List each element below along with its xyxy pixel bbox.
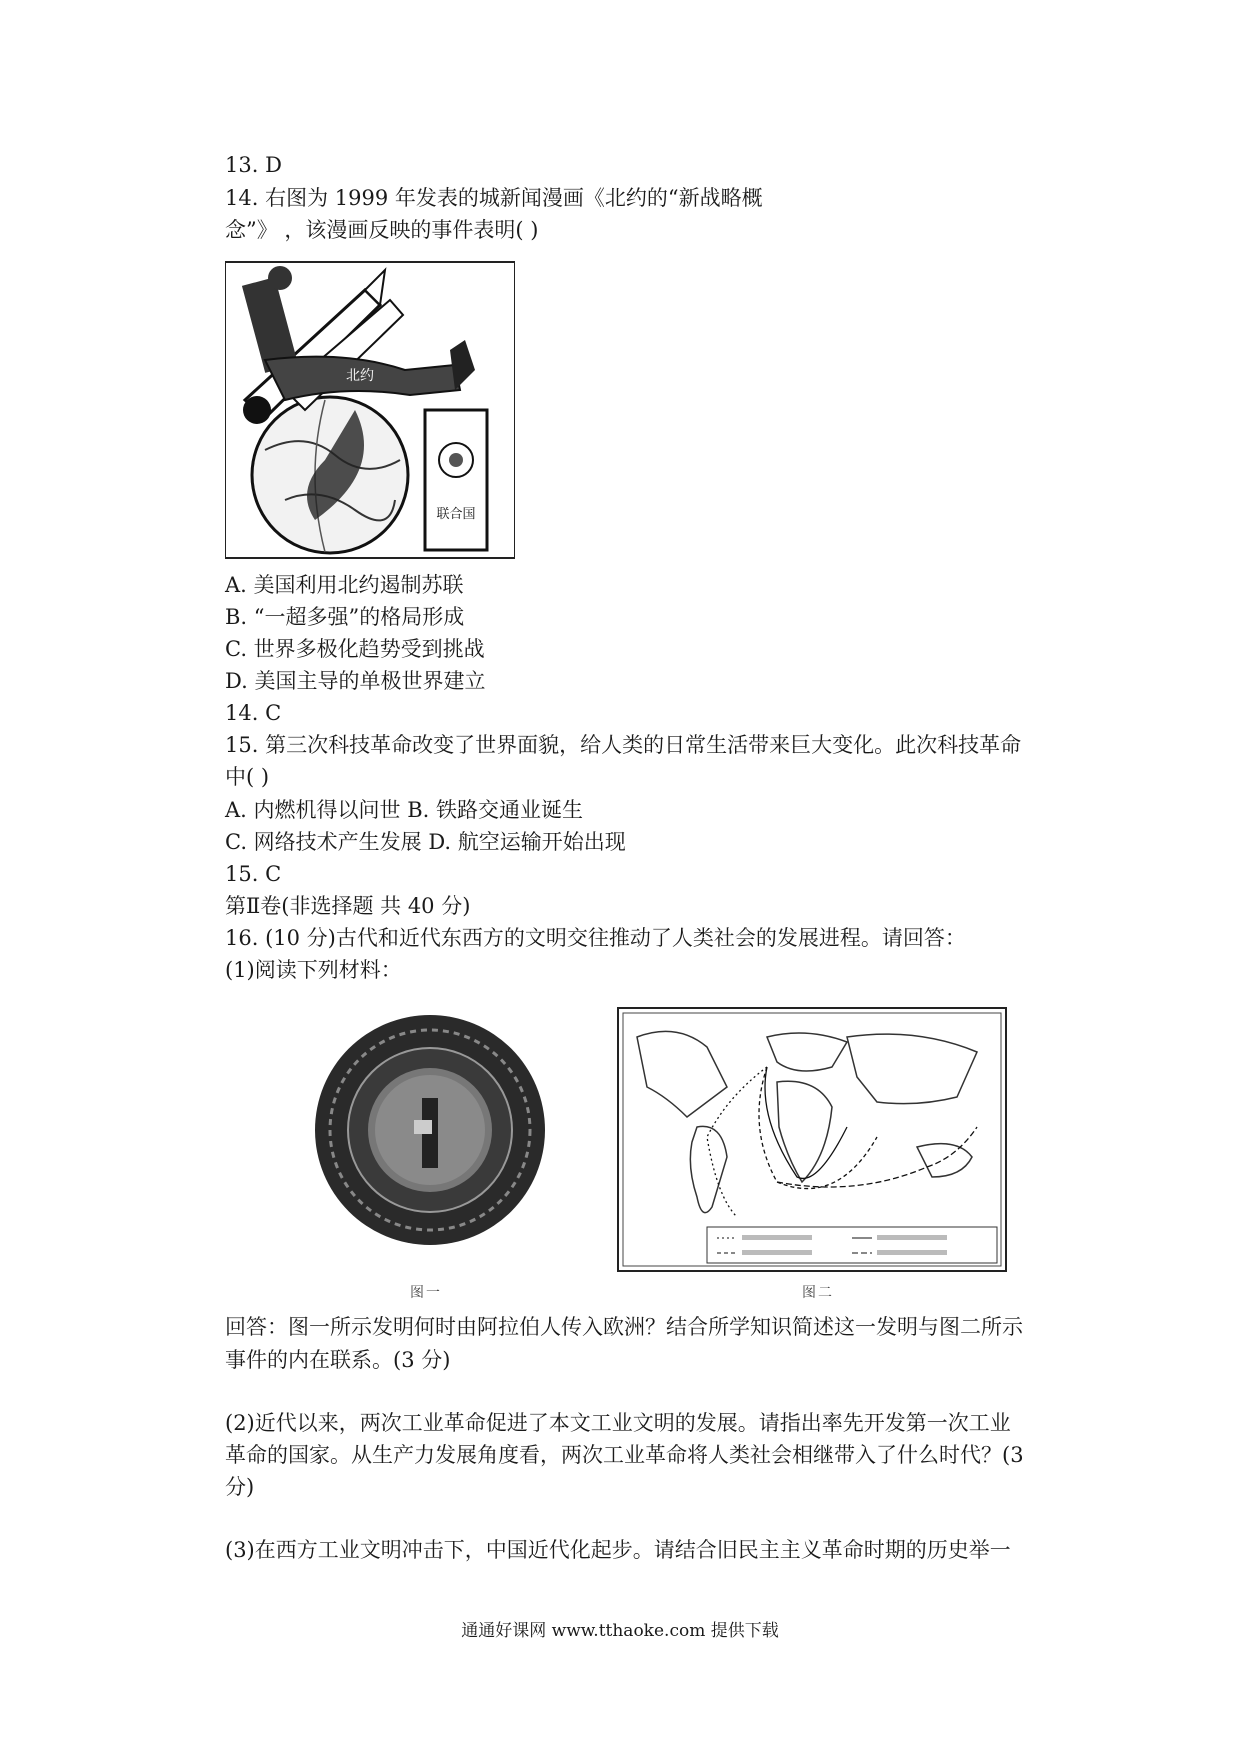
q15-stem-line2: 中( ) [225,765,270,789]
q16-part2-line2: 革命的国家。从生产力发展角度看，两次工业革命将人类社会相继带入了什么时代？(3 [225,1443,1024,1467]
nato-label: 北约 [346,368,374,384]
compass-drawing [310,1010,550,1250]
q15-answer: 15. C [225,862,282,886]
figure-1-compass [310,1010,550,1250]
q14-option-b: B. “一超多强”的格局形成 [225,605,465,629]
q16-part1-question-line1: 回答：图一所示发明何时由阿拉伯人传入欧洲？结合所学知识简述这一发明与图二所示 [225,1315,1023,1339]
q16-part2-line1: (2)近代以来，两次工业革命促进了本文工业文明的发展。请指出率先开发第一次工业 [225,1411,1011,1435]
q14-stem-line2: 念”》 ，该漫画反映的事件表明( ) [225,218,539,242]
q16-part1-intro: (1)阅读下列材料： [225,958,402,982]
q14-option-d: D. 美国主导的单极世界建立 [225,669,486,693]
q16-part3-line1: (3)在西方工业文明冲击下，中国近代化起步。请结合旧民主主义革命时期的历史举一 [225,1538,1011,1562]
q16-part1-question-line2: 事件的内在联系。(3 分) [225,1348,451,1372]
nato-cartoon [225,260,515,560]
q15-stem-line1: 15. 第三次科技革命改变了世界面貌，给人类的日常生活带来巨大变化。此次科技革命 [225,733,1022,757]
figure-2-voyage-map [617,1007,1007,1272]
q14-stem-line1: 14. 右图为 1999 年发表的城新闻漫画《北约的“新战略概 [225,186,763,210]
q15-options-row2: C. 网络技术产生发展 D. 航空运输开始出现 [225,830,626,854]
q14-option-a: A. 美国利用北约遏制苏联 [225,573,464,597]
page-footer: 通通好课网 www.tthaoke.com 提供下载 [461,1621,779,1641]
figure-2-caption: 图二 [802,1285,834,1301]
q13-answer: 13. D [225,153,282,177]
un-label: 联合国 [436,507,476,522]
q15-options-row1: A. 内燃机得以问世 B. 铁路交通业诞生 [225,798,583,822]
voyage-map-drawing [617,1007,1007,1272]
nato-cartoon-drawing [225,260,515,560]
q14-answer: 14. C [225,701,282,725]
q14-option-c: C. 世界多极化趋势受到挑战 [225,637,485,661]
q16-stem: 16. (10 分)古代和近代东西方的文明交往推动了人类社会的发展进程。请回答： [225,926,966,950]
section2-heading: 第Ⅱ卷(非选择题 共 40 分) [225,894,471,918]
q16-part2-line3: 分) [225,1475,255,1499]
figure-1-caption: 图一 [410,1285,442,1301]
